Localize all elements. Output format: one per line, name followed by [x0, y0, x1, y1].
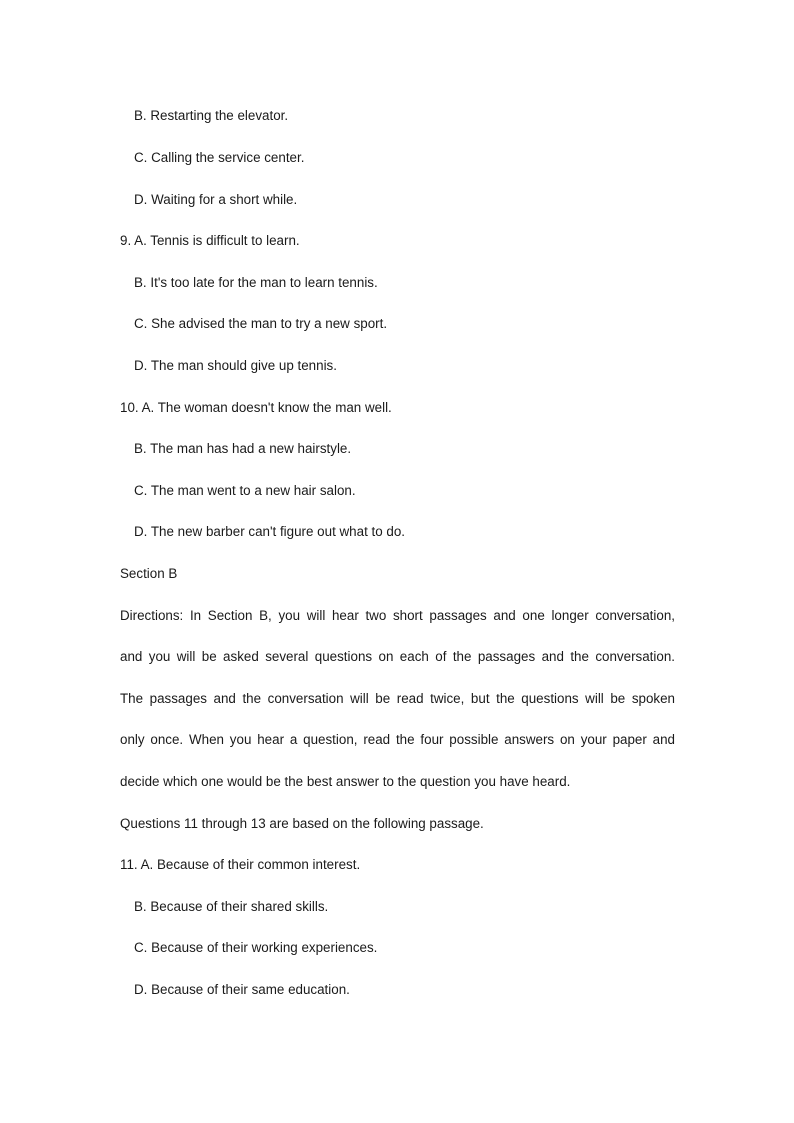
q8-option-b: B. Restarting the elevator. — [134, 108, 289, 123]
q11-option-a: 11. A. Because of their common interest. — [120, 857, 361, 872]
q8-option-d: D. Waiting for a short while. — [134, 192, 298, 207]
q10-option-a: 10. A. The woman doesn't know the man well. — [120, 400, 392, 415]
q9-option-b: B. It's too late for the man to learn tennis. — [134, 275, 378, 290]
q9-option-c: C. She advised the man to try a new sport. — [134, 316, 388, 331]
q11-option-c: C. Because of their working experiences. — [134, 940, 378, 955]
passage-intro: Questions 11 through 13 are based on the following passage. — [120, 816, 484, 831]
directions-text-1: : In Section B, you will hear two short passages and one longer conversation, — [179, 608, 675, 623]
q10-option-c: C. The man went to a new hair salon. — [134, 483, 356, 498]
directions-line-1 — [120, 607, 675, 625]
section-b-title: Section B — [120, 566, 178, 581]
directions-line-3: The passages and the conversation will be read twice, but the questions will be spoken — [120, 691, 675, 706]
directions-line-4: only once. When you hear a question, read the four possible answers on your paper and — [120, 732, 675, 747]
q11-option-d: D. Because of their same education. — [134, 982, 350, 997]
q11-option-b: B. Because of their shared skills. — [134, 899, 329, 914]
q9-option-a: 9. A. Tennis is difficult to learn. — [120, 233, 300, 248]
directions-line-5: decide which one would be the best answer to the question you have heard. — [120, 774, 571, 789]
directions-line-2: and you will be asked several questions on each of the passages and the conversation. — [120, 649, 675, 664]
q9-option-d: D. The man should give up tennis. — [134, 358, 337, 373]
q8-option-c: C. Calling the service center. — [134, 150, 305, 165]
q10-option-d: D. The new barber can't figure out what to do. — [134, 524, 406, 539]
directions-label: Directions — [120, 608, 180, 623]
q10-option-b: B. The man has had a new hairstyle. — [134, 441, 352, 456]
